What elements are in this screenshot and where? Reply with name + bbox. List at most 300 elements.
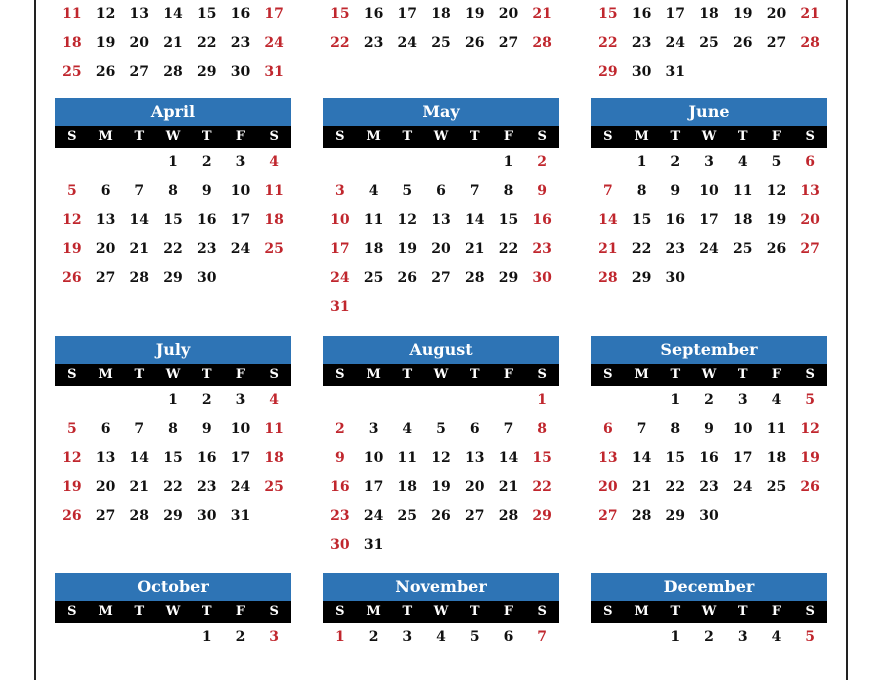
day-cell: 1 bbox=[168, 154, 178, 170]
weekday-letter: W bbox=[433, 604, 449, 619]
day-cell: 14 bbox=[498, 450, 519, 466]
day-cell: 8 bbox=[670, 421, 681, 437]
day-cell: 28 bbox=[129, 270, 150, 286]
day-cell: 13 bbox=[598, 450, 618, 466]
day-cell bbox=[424, 293, 458, 322]
day-cell: 17 bbox=[699, 212, 719, 228]
day-cell: 28 bbox=[532, 35, 552, 51]
day-cell: 2 bbox=[670, 154, 681, 170]
day-cell: 8 bbox=[537, 421, 548, 437]
day-cell: 21 bbox=[163, 35, 183, 51]
day-cell: 11 bbox=[397, 450, 418, 466]
week-row bbox=[323, 235, 559, 264]
day-cell bbox=[357, 293, 391, 322]
week-row bbox=[323, 293, 559, 322]
day-cell: 29 bbox=[631, 270, 652, 286]
weekday-letter: S bbox=[537, 604, 547, 619]
day-cell: 16 bbox=[330, 479, 350, 495]
day-cell: 3 bbox=[235, 392, 246, 408]
day-cell: 30 bbox=[196, 270, 217, 286]
day-cell bbox=[458, 148, 492, 177]
weekday-header bbox=[55, 364, 291, 386]
month-title: June bbox=[591, 98, 827, 126]
day-cell bbox=[323, 386, 357, 415]
day-cell: 30 bbox=[330, 537, 350, 553]
day-cell: 1 bbox=[537, 392, 548, 408]
weekday-letter: S bbox=[335, 129, 345, 144]
day-cell: 24 bbox=[665, 35, 686, 51]
weekday-letter: S bbox=[537, 367, 547, 382]
day-cell: 28 bbox=[598, 270, 618, 286]
day-cell: 18 bbox=[431, 6, 451, 22]
week-row bbox=[55, 502, 291, 531]
month-block-december bbox=[591, 573, 827, 652]
day-cell: 3 bbox=[402, 629, 413, 645]
week-row bbox=[591, 502, 827, 531]
day-cell: 4 bbox=[436, 629, 446, 645]
month-title: July bbox=[55, 336, 291, 364]
day-cell: 21 bbox=[800, 6, 820, 22]
day-cell: 21 bbox=[129, 479, 150, 495]
day-cell: 24 bbox=[264, 35, 284, 51]
week-row bbox=[591, 206, 827, 235]
day-cell: 31 bbox=[665, 64, 686, 80]
day-cell: 4 bbox=[771, 392, 782, 408]
day-cell: 2 bbox=[201, 154, 212, 170]
day-cell: 17 bbox=[330, 241, 350, 257]
day-cell: 14 bbox=[163, 6, 183, 22]
day-cell: 2 bbox=[704, 629, 714, 645]
weekday-letter: T bbox=[134, 129, 145, 144]
day-cell: 7 bbox=[503, 421, 514, 437]
day-cell bbox=[625, 386, 659, 415]
day-cell: 14 bbox=[129, 212, 150, 228]
weekday-header bbox=[591, 364, 827, 386]
month-block-september bbox=[591, 336, 827, 531]
day-cell bbox=[692, 58, 726, 87]
day-cell: 10 bbox=[230, 183, 251, 199]
day-cell: 18 bbox=[766, 450, 787, 466]
day-cell: 1 bbox=[503, 154, 514, 170]
day-cell: 13 bbox=[95, 450, 116, 466]
day-cell: 8 bbox=[168, 421, 178, 437]
weekday-letter: S bbox=[269, 367, 279, 382]
day-cell: 22 bbox=[532, 479, 552, 495]
day-cell: 20 bbox=[800, 212, 820, 228]
week-row bbox=[323, 206, 559, 235]
weekday-letter: M bbox=[634, 604, 649, 619]
day-cell: 23 bbox=[665, 241, 686, 257]
day-cell: 24 bbox=[699, 241, 719, 257]
day-cell: 15 bbox=[163, 212, 183, 228]
weekday-letter: T bbox=[134, 604, 145, 619]
weekday-letter: T bbox=[469, 129, 480, 144]
day-cell: 5 bbox=[402, 183, 413, 199]
day-cell: 9 bbox=[201, 183, 212, 199]
day-cell: 3 bbox=[737, 392, 748, 408]
day-cell: 15 bbox=[163, 450, 183, 466]
day-cell: 15 bbox=[665, 450, 686, 466]
week-row bbox=[55, 264, 291, 293]
day-cell: 19 bbox=[431, 479, 451, 495]
weekday-letter: S bbox=[269, 604, 279, 619]
day-cell: 22 bbox=[163, 479, 183, 495]
day-cell: 26 bbox=[95, 64, 116, 80]
day-cell: 27 bbox=[129, 64, 150, 80]
day-cell: 22 bbox=[665, 479, 686, 495]
day-cell: 15 bbox=[631, 212, 652, 228]
day-cell: 26 bbox=[766, 241, 787, 257]
weekday-letter: T bbox=[201, 367, 212, 382]
month-block-october bbox=[55, 573, 291, 652]
day-cell: 7 bbox=[602, 183, 613, 199]
day-cell: 1 bbox=[670, 629, 681, 645]
day-cell: 2 bbox=[235, 629, 246, 645]
day-cell: 22 bbox=[498, 241, 519, 257]
week-row bbox=[55, 58, 291, 87]
weekday-letter: F bbox=[503, 604, 514, 619]
day-cell: 21 bbox=[464, 241, 485, 257]
week-row bbox=[55, 415, 291, 444]
day-cell: 3 bbox=[269, 629, 280, 645]
day-cell: 28 bbox=[163, 64, 183, 80]
weekday-letter: T bbox=[201, 129, 212, 144]
day-cell: 12 bbox=[397, 212, 418, 228]
day-cell bbox=[55, 386, 89, 415]
day-cell: 4 bbox=[368, 183, 379, 199]
week-row bbox=[591, 473, 827, 502]
day-cell bbox=[357, 148, 391, 177]
day-cell: 2 bbox=[537, 154, 548, 170]
day-cell: 27 bbox=[95, 270, 116, 286]
day-cell: 6 bbox=[100, 183, 111, 199]
day-cell bbox=[760, 502, 794, 531]
day-cell: 25 bbox=[732, 241, 753, 257]
day-cell bbox=[357, 386, 391, 415]
day-cell: 4 bbox=[269, 392, 280, 408]
day-cell bbox=[591, 386, 625, 415]
day-cell bbox=[89, 148, 123, 177]
day-cell: 20 bbox=[598, 479, 618, 495]
day-cell bbox=[122, 386, 156, 415]
day-cell: 29 bbox=[498, 270, 519, 286]
day-cell: 22 bbox=[598, 35, 618, 51]
weekday-letter: W bbox=[701, 129, 717, 144]
day-cell bbox=[257, 264, 291, 293]
day-cell: 6 bbox=[503, 629, 514, 645]
day-cell bbox=[525, 293, 559, 322]
weekday-letter: W bbox=[165, 604, 181, 619]
day-cell bbox=[122, 148, 156, 177]
month-title: May bbox=[323, 98, 559, 126]
day-cell: 6 bbox=[100, 421, 111, 437]
weekday-letter: F bbox=[503, 129, 514, 144]
day-cell: 30 bbox=[532, 270, 552, 286]
day-cell bbox=[625, 623, 659, 652]
week-row bbox=[55, 623, 291, 652]
day-cell: 30 bbox=[699, 508, 719, 524]
day-cell: 24 bbox=[230, 241, 251, 257]
week-row bbox=[323, 473, 559, 502]
weekday-header bbox=[323, 364, 559, 386]
day-cell: 30 bbox=[665, 270, 686, 286]
day-cell: 12 bbox=[62, 212, 82, 228]
weekday-header bbox=[323, 126, 559, 148]
day-cell: 15 bbox=[196, 6, 217, 22]
day-cell: 21 bbox=[631, 479, 652, 495]
day-cell: 20 bbox=[766, 6, 787, 22]
weekday-letter: T bbox=[402, 604, 413, 619]
day-cell: 7 bbox=[469, 183, 480, 199]
day-cell: 29 bbox=[532, 508, 552, 524]
day-cell: 4 bbox=[771, 629, 782, 645]
day-cell: 11 bbox=[732, 183, 753, 199]
month-block-august bbox=[323, 336, 559, 560]
weekday-letter: T bbox=[670, 367, 681, 382]
day-cell: 22 bbox=[196, 35, 217, 51]
week-row bbox=[591, 177, 827, 206]
day-cell: 26 bbox=[800, 479, 820, 495]
day-cell: 27 bbox=[766, 35, 787, 51]
day-cell: 20 bbox=[95, 241, 116, 257]
day-cell: 27 bbox=[464, 508, 485, 524]
day-cell: 16 bbox=[532, 212, 552, 228]
day-cell: 9 bbox=[334, 450, 345, 466]
day-cell: 5 bbox=[805, 392, 816, 408]
day-cell: 25 bbox=[431, 35, 451, 51]
day-cell: 8 bbox=[168, 183, 178, 199]
day-cell: 10 bbox=[732, 421, 753, 437]
day-cell: 10 bbox=[330, 212, 350, 228]
day-cell bbox=[89, 623, 123, 652]
day-cell: 11 bbox=[62, 6, 82, 22]
weekday-letter: S bbox=[603, 367, 613, 382]
weekday-letter: W bbox=[165, 367, 181, 382]
day-cell: 17 bbox=[264, 6, 284, 22]
day-cell: 16 bbox=[631, 6, 652, 22]
weekday-letter: W bbox=[165, 129, 181, 144]
weekday-letter: S bbox=[67, 604, 77, 619]
day-cell: 18 bbox=[699, 6, 719, 22]
weekday-letter: F bbox=[235, 604, 246, 619]
weekday-letter: T bbox=[670, 129, 681, 144]
day-cell: 24 bbox=[363, 508, 384, 524]
day-cell bbox=[390, 293, 424, 322]
day-cell: 1 bbox=[201, 629, 212, 645]
month-block-april bbox=[55, 98, 291, 293]
day-cell: 19 bbox=[62, 479, 82, 495]
weekday-letter: M bbox=[634, 129, 649, 144]
weekday-letter: F bbox=[771, 129, 782, 144]
week-row bbox=[323, 502, 559, 531]
day-cell bbox=[591, 623, 625, 652]
day-cell: 2 bbox=[368, 629, 379, 645]
day-cell: 23 bbox=[631, 35, 652, 51]
day-cell bbox=[492, 293, 526, 322]
week-row bbox=[55, 177, 291, 206]
day-cell: 19 bbox=[397, 241, 418, 257]
day-cell: 10 bbox=[699, 183, 719, 199]
day-cell: 23 bbox=[363, 35, 384, 51]
day-cell: 1 bbox=[334, 629, 345, 645]
weekday-letter: S bbox=[603, 604, 613, 619]
day-cell: 10 bbox=[363, 450, 384, 466]
day-cell: 29 bbox=[196, 64, 217, 80]
day-cell bbox=[323, 148, 357, 177]
day-cell: 25 bbox=[699, 35, 719, 51]
day-cell: 25 bbox=[264, 479, 284, 495]
day-cell bbox=[257, 502, 291, 531]
weekday-header bbox=[55, 601, 291, 623]
day-cell: 12 bbox=[800, 421, 820, 437]
day-cell bbox=[89, 386, 123, 415]
day-cell bbox=[458, 386, 492, 415]
week-row bbox=[55, 444, 291, 473]
day-cell: 5 bbox=[66, 183, 77, 199]
month-block-may bbox=[323, 98, 559, 322]
day-cell: 28 bbox=[800, 35, 820, 51]
day-cell: 19 bbox=[62, 241, 82, 257]
day-cell: 5 bbox=[805, 629, 816, 645]
week-row bbox=[591, 0, 827, 29]
day-cell: 3 bbox=[737, 629, 748, 645]
day-cell: 13 bbox=[800, 183, 820, 199]
day-cell: 5 bbox=[469, 629, 480, 645]
day-cell: 28 bbox=[631, 508, 652, 524]
day-cell: 16 bbox=[196, 212, 217, 228]
day-cell: 14 bbox=[129, 450, 150, 466]
day-cell: 14 bbox=[464, 212, 485, 228]
day-cell: 15 bbox=[598, 6, 618, 22]
week-row bbox=[591, 386, 827, 415]
day-cell: 17 bbox=[665, 6, 686, 22]
weekday-letter: M bbox=[366, 367, 381, 382]
day-cell: 17 bbox=[363, 479, 384, 495]
week-row bbox=[55, 386, 291, 415]
day-cell: 22 bbox=[631, 241, 652, 257]
weekday-letter: T bbox=[201, 604, 212, 619]
day-cell bbox=[224, 264, 258, 293]
day-cell: 17 bbox=[230, 212, 251, 228]
day-cell bbox=[726, 264, 760, 293]
day-cell: 7 bbox=[134, 421, 145, 437]
day-cell: 1 bbox=[168, 392, 178, 408]
day-cell: 29 bbox=[598, 64, 618, 80]
day-cell bbox=[492, 531, 526, 560]
day-cell: 14 bbox=[598, 212, 618, 228]
day-cell: 18 bbox=[363, 241, 384, 257]
day-cell: 13 bbox=[129, 6, 150, 22]
day-cell: 18 bbox=[732, 212, 753, 228]
day-cell bbox=[793, 58, 827, 87]
day-cell: 27 bbox=[95, 508, 116, 524]
day-cell: 21 bbox=[598, 241, 618, 257]
weekday-header bbox=[591, 126, 827, 148]
day-cell: 26 bbox=[62, 508, 82, 524]
day-cell: 24 bbox=[230, 479, 251, 495]
day-cell: 6 bbox=[602, 421, 613, 437]
day-cell: 19 bbox=[732, 6, 753, 22]
weekday-letter: W bbox=[701, 367, 717, 382]
week-row bbox=[591, 29, 827, 58]
weekday-letter: T bbox=[469, 367, 480, 382]
day-cell: 5 bbox=[66, 421, 77, 437]
week-row bbox=[323, 623, 559, 652]
week-row bbox=[323, 264, 559, 293]
day-cell: 13 bbox=[431, 212, 451, 228]
day-cell: 25 bbox=[264, 241, 284, 257]
day-cell: 24 bbox=[732, 479, 753, 495]
week-row bbox=[55, 473, 291, 502]
day-cell: 9 bbox=[704, 421, 714, 437]
weekday-letter: F bbox=[771, 604, 782, 619]
weekday-letter: F bbox=[771, 367, 782, 382]
day-cell: 27 bbox=[598, 508, 618, 524]
week-row bbox=[323, 148, 559, 177]
day-cell: 23 bbox=[196, 241, 217, 257]
weekday-letter: T bbox=[670, 604, 681, 619]
day-cell: 15 bbox=[498, 212, 519, 228]
week-row bbox=[323, 177, 559, 206]
day-cell: 16 bbox=[196, 450, 217, 466]
week-row bbox=[323, 29, 559, 58]
day-cell: 25 bbox=[62, 64, 82, 80]
day-cell: 18 bbox=[397, 479, 418, 495]
week-row bbox=[55, 235, 291, 264]
day-cell: 30 bbox=[230, 64, 251, 80]
day-cell bbox=[525, 531, 559, 560]
day-cell: 7 bbox=[134, 183, 145, 199]
month-block-partial bbox=[323, 0, 559, 58]
day-cell: 22 bbox=[330, 35, 350, 51]
day-cell: 11 bbox=[264, 183, 284, 199]
day-cell: 15 bbox=[532, 450, 552, 466]
day-cell: 20 bbox=[498, 6, 519, 22]
day-cell bbox=[793, 502, 827, 531]
day-cell: 8 bbox=[636, 183, 647, 199]
week-row bbox=[591, 623, 827, 652]
day-cell: 23 bbox=[532, 241, 552, 257]
day-cell bbox=[390, 531, 424, 560]
day-cell bbox=[458, 531, 492, 560]
day-cell bbox=[55, 148, 89, 177]
weekday-letter: T bbox=[134, 367, 145, 382]
week-row bbox=[55, 29, 291, 58]
month-block-partial bbox=[55, 0, 291, 87]
day-cell: 8 bbox=[503, 183, 514, 199]
weekday-letter: F bbox=[235, 367, 246, 382]
day-cell: 20 bbox=[129, 35, 150, 51]
day-cell: 7 bbox=[636, 421, 647, 437]
day-cell: 22 bbox=[163, 241, 183, 257]
day-cell bbox=[726, 502, 760, 531]
day-cell: 29 bbox=[665, 508, 686, 524]
day-cell: 27 bbox=[800, 241, 820, 257]
day-cell: 9 bbox=[537, 183, 548, 199]
week-row bbox=[591, 235, 827, 264]
day-cell bbox=[390, 148, 424, 177]
day-cell: 16 bbox=[665, 212, 686, 228]
day-cell: 26 bbox=[62, 270, 82, 286]
month-block-november bbox=[323, 573, 559, 652]
day-cell bbox=[692, 264, 726, 293]
day-cell: 4 bbox=[269, 154, 280, 170]
day-cell: 24 bbox=[330, 270, 350, 286]
day-cell: 26 bbox=[431, 508, 451, 524]
day-cell: 5 bbox=[436, 421, 446, 437]
day-cell: 29 bbox=[163, 270, 183, 286]
day-cell: 3 bbox=[704, 154, 714, 170]
